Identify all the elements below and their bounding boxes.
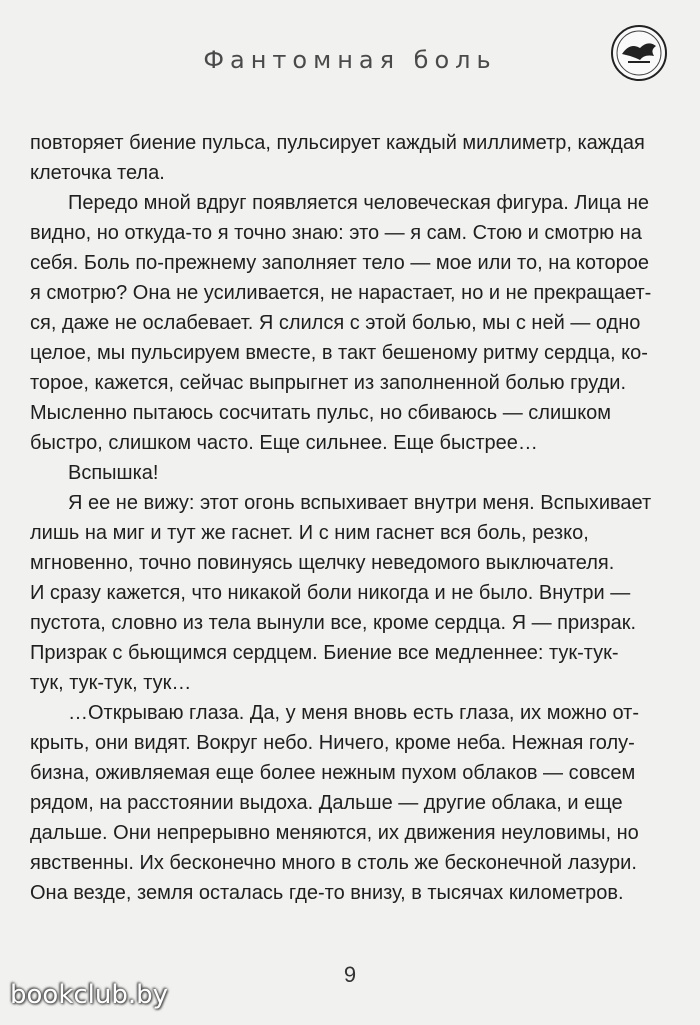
text-line: …Открываю глаза. Да, у меня вновь есть глаза, их можно от-: [68, 702, 639, 724]
page-header: [0, 40, 700, 80]
publisher-seal-icon: [610, 24, 668, 82]
text-line: тук, тук-тук, тук…: [30, 672, 192, 694]
text-line: быстро, слишком часто. Еще сильнее. Еще быстрее…: [30, 432, 538, 454]
text-line: я смотрю? Она не усиливается, не нарастает, но и не прекращает-: [30, 282, 652, 304]
text-line: ся, даже не ослабевает. Я слился с этой болью, мы с ней — одно: [30, 312, 641, 334]
text-line: рядом, на расстоянии выдоха. Дальше — другие облака, и еще: [30, 792, 623, 814]
text-line: видно, но откуда-то я точно знаю: это — я сам. Стою и смотрю на: [30, 222, 642, 244]
text-line: себя. Боль по-прежнему заполняет тело — мое или то, на которое: [30, 252, 650, 274]
text-line: мгновенно, точно повинуясь щелчку неведомого выключателя.: [30, 552, 615, 574]
watermark: bookclub.by: [10, 980, 169, 1010]
text-line: И сразу кажется, что никакой боли никогда и не было. Внутри —: [30, 582, 631, 604]
text-line: Призрак с бьющимся сердцем. Биение все медленнее: тук-тук-: [30, 642, 619, 664]
text-line: пустота, словно из тела вынули все, кроме сердца. Я — призрак.: [30, 612, 637, 634]
text-line: Она везде, земля осталась где-то внизу, в тысячах километров.: [30, 882, 624, 904]
text-line: Передо мной вдруг появляется человеческая фигура. Лица не: [68, 192, 650, 214]
text-line: торое, кажется, сейчас выпрыгнет из заполненной болью груди.: [30, 372, 627, 394]
text-line: повторяет биение пульса, пульсирует каждый миллиметр, каждая: [30, 132, 645, 154]
text-line: клеточка тела.: [30, 162, 165, 184]
text-line: Мысленно пытаюсь сосчитать пульс, но сбиваюсь — слишком: [30, 402, 612, 424]
text-line: Вспышка!: [68, 462, 159, 484]
running-title: Фантомная боль: [203, 46, 497, 74]
page-number: 9: [343, 962, 357, 987]
text-line: лишь на миг и тут же гаснет. И с ним гаснет вся боль, резко,: [30, 522, 589, 544]
body-text: [30, 128, 670, 908]
text-line: дальше. Они непрерывно меняются, их движения неуловимы, но: [30, 822, 639, 844]
text-line: явственны. Их бесконечно много в столь же бесконечной лазури.: [30, 852, 637, 874]
text-line: Я ее не вижу: этот огонь вспыхивает внутри меня. Вспыхивает: [68, 492, 652, 514]
text-line: бизна, оживляемая еще более нежным пухом облаков — совсем: [30, 762, 636, 784]
text-line: крыть, они видят. Вокруг небо. Ничего, кроме неба. Нежная голу-: [30, 732, 635, 754]
text-line: целое, мы пульсируем вместе, в такт бешеному ритму сердца, ко-: [30, 342, 648, 364]
